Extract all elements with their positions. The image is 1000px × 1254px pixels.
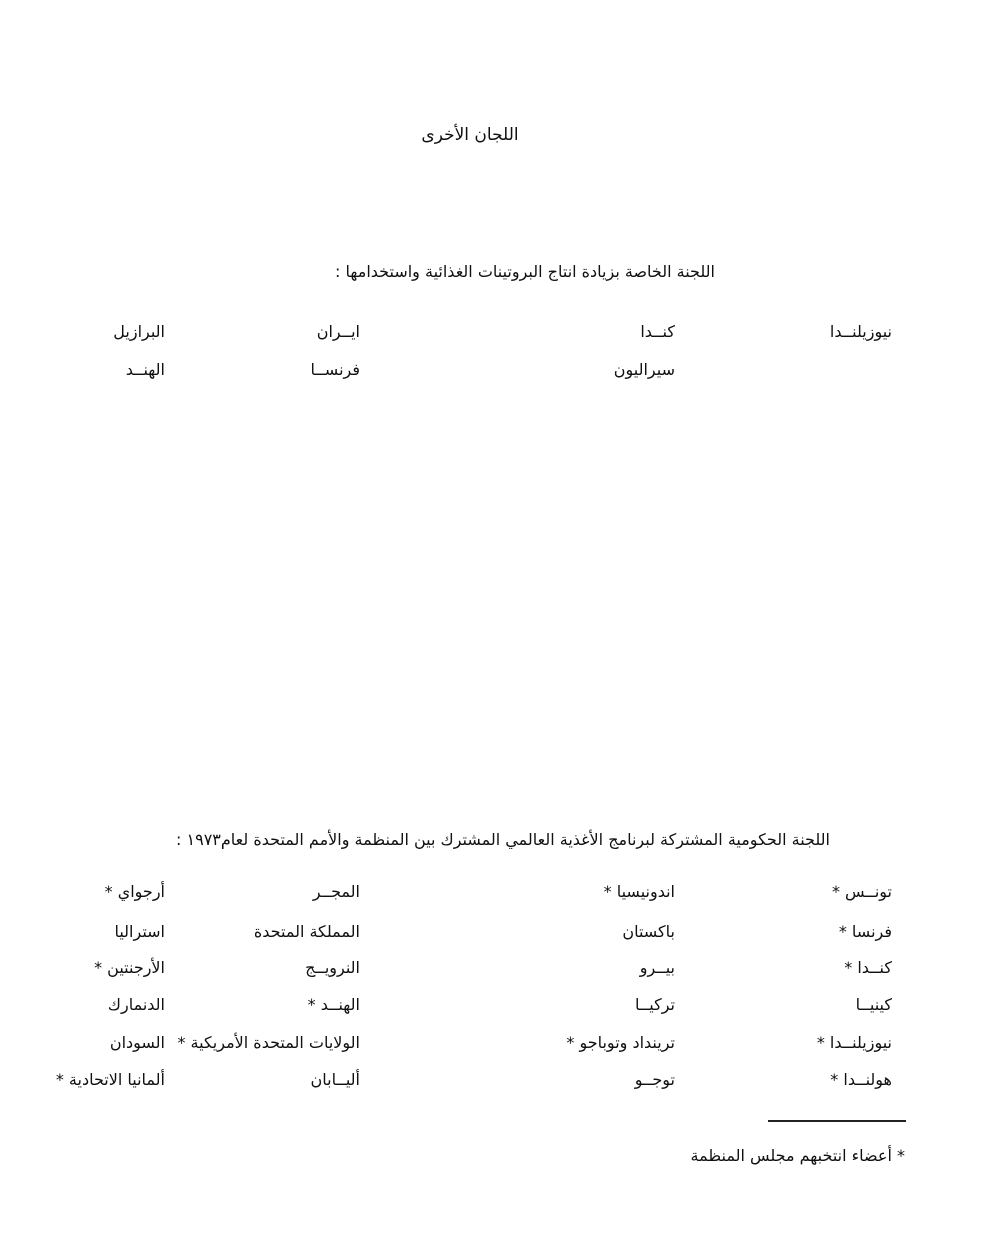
country-name: المجــر [312,882,360,901]
country-name: السودان [109,1033,165,1052]
footnote: * أعضاء انتخبهم مجلس المنظمة [690,1146,905,1165]
country-name: ترينداد وتوباجو * [566,1033,675,1052]
country-name: النرويــج [305,958,360,977]
country-name: باكستان [622,922,675,941]
country-name: هولنــدا * [830,1070,892,1089]
country-name: أرجواي * [104,882,165,901]
section2-heading: اللجنة الحكومية المشتركة لبرنامج الأغذية العالمي المشترك بين المنظمة والأمم المتحدة لعام١٩٧٣ : [176,830,830,849]
country-name: أليــابان [310,1070,360,1089]
country-name: فرنســا [310,360,360,379]
country-name: تركيــا [635,995,675,1014]
footnote-divider [768,1120,906,1122]
country-name: توجــو [634,1070,675,1089]
country-name: المملكة المتحدة [253,922,360,941]
page-title: اللجان الأخرى [421,125,519,145]
country-name: استراليا [114,922,165,941]
country-name: كنــدا * [844,958,892,977]
country-name: الولايات المتحدة الأمريكية * [177,1033,360,1052]
country-name: بيــرو [639,958,675,977]
country-name: ايــران [316,322,360,341]
country-name: نيوزيلنــدا [829,322,892,341]
country-name: البرازيل [113,322,165,341]
country-name: اندونيسيا * [603,882,675,901]
section1-heading: اللجنة الخاصة بزيادة انتاج البروتينات الغذائية واستخدامها : [335,262,715,281]
country-name: ألمانيا الاتحادية * [55,1070,165,1089]
country-name: الهنــد [125,360,165,379]
country-name: تونــس * [831,882,892,901]
country-name: الهنــد * [307,995,360,1014]
country-name: نيوزيلنــدا * [816,1033,892,1052]
country-name: الدنمارك [107,995,165,1014]
country-name: كينيــا [855,995,892,1014]
country-name: كنــدا [640,322,675,341]
country-name: سيراليون [613,360,675,379]
country-name: فرنسا * [838,922,892,941]
country-name: الأرجنتين * [94,958,165,977]
